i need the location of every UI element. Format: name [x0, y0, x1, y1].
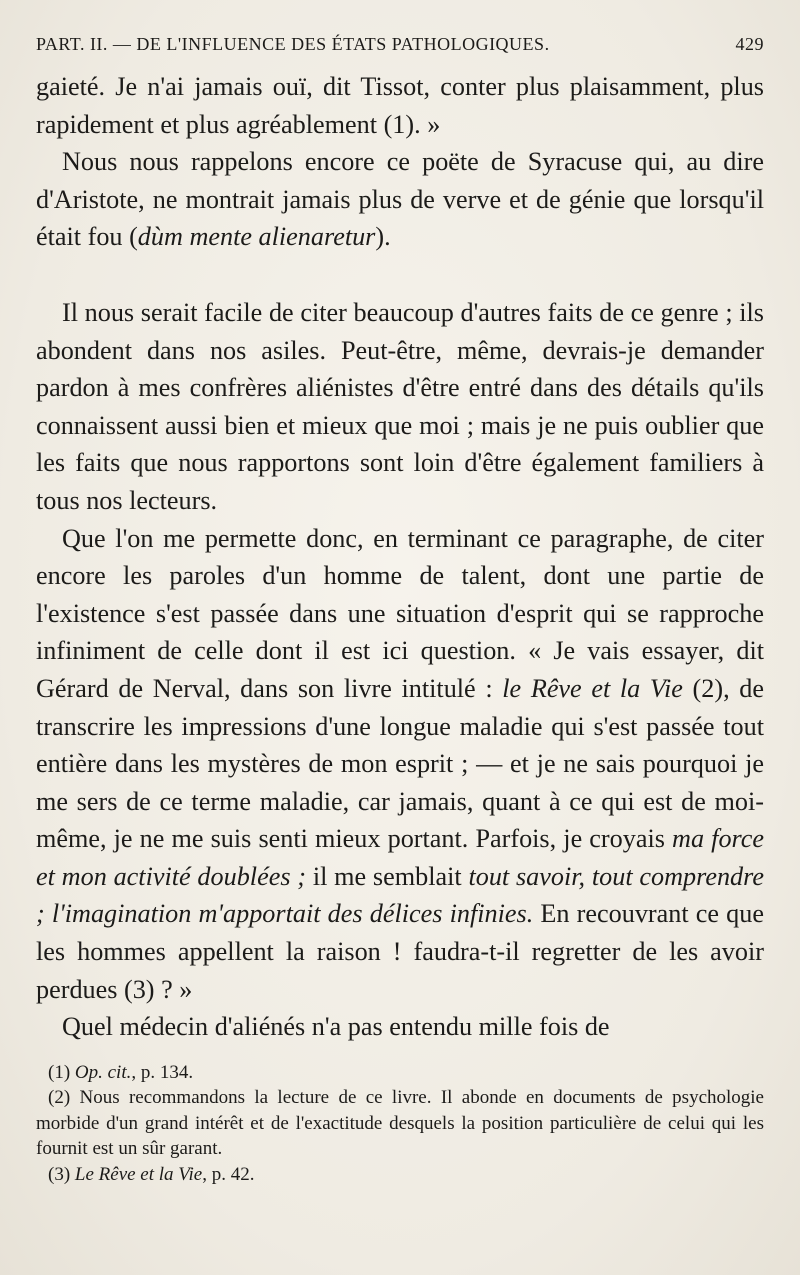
paragraph-4-text-c: il me semblait — [306, 861, 469, 891]
paragraph-4-text-a: Que l'on me permette donc, en terminant ce paragraphe, de citer encore les paroles d'un homme de talent, dont une partie de l'existence s'est passée dans une situation d'esprit qui se rapproche infiniment de celle dont il est ici question. « Je vais essayer, dit Gérard de Nerval, dans son livre intitulé : — [36, 523, 764, 703]
paragraph-4-emphasis-1: ma force et mon activité doublées ; — [36, 824, 765, 891]
footnote-3-page: , p. 42. — [202, 1163, 255, 1185]
paragraph-2-text-a: Nous nous rappelons encore ce poëte de Syracuse qui, au dire d'Aristote, ne montrait jamais plus de verve et de génie que lorsqu'il était fou ( — [36, 147, 764, 252]
paragraph-4-text-b: (2), de transcrire les impressions d'une longue maladie qui s'est passée tout entière dans les mystères de mon esprit ; — et je ne sais pourquoi je me sers de ce terme maladie, car jamais, quant à ce qui est de moi-même, je ne me suis senti mieux portant. Parfois, je croyais — [36, 673, 764, 854]
paragraph-4 — [36, 520, 764, 1009]
footnote-1-page: , p. 134. — [131, 1061, 194, 1083]
footnotes — [36, 1060, 764, 1188]
footnote-1-citation: Op. cit. — [74, 1061, 132, 1083]
footnote-3-number: (3) — [48, 1163, 75, 1185]
footnote-1-number: (1) — [48, 1061, 75, 1083]
footnote-2: (2) Nous recommandons la lecture de ce livre. Il abonde en documents de psychologie morbide d'un grand intérêt et de l'exactitude desquels la position particulière de celui qui les fournit est un sûr garant. — [36, 1087, 764, 1160]
footnote-3-citation: Le Rêve et la Vie — [74, 1163, 203, 1185]
paragraph-2 — [36, 143, 764, 256]
paragraph-3: Il nous serait facile de citer beaucoup d'autres faits de ce genre ; ils abondent dans nos asiles. Peut-être, même, devrais-je demander pardon à mes confrères aliénistes d'être entré dans des détails qu'ils connaissent aussi bien et mieux que moi ; mais je ne puis oublier que les faits que nous rapportons sont loin d'être également familiers à tous nos lecteurs. — [36, 297, 764, 515]
paragraph-4-text-d: En recouvrant ce que les hommes appellent la raison ! faudra-t-il regretter de les avoir perdues (3) ? » — [36, 899, 764, 1004]
body-text — [36, 68, 764, 1046]
paragraph-4-book-title: le Rêve et la Vie — [502, 673, 683, 703]
paragraph-4-emphasis-2: tout savoir, tout comprendre ; l'imagination m'apportait des délices infinies. — [36, 861, 764, 929]
paragraph-2-text-b: ). — [375, 222, 391, 252]
footnote-1 — [36, 1060, 764, 1086]
page-number: 429 — [735, 34, 764, 54]
paragraph-2-latin-quote: dùm mente alienaretur — [137, 222, 376, 252]
running-head — [36, 34, 764, 64]
paragraph-5: Quel médecin d'aliénés n'a pas entendu mille fois de — [62, 1012, 610, 1042]
paragraph-1: gaieté. Je n'ai jamais ouï, dit Tissot, conter plus plaisamment, plus rapidement et plus agréablement (1). » — [36, 72, 764, 139]
footnote-3 — [36, 1162, 764, 1188]
running-head-title: PART. II. — DE L'INFLUENCE DES ÉTATS PATHOLOGIQUES. — [36, 34, 550, 54]
